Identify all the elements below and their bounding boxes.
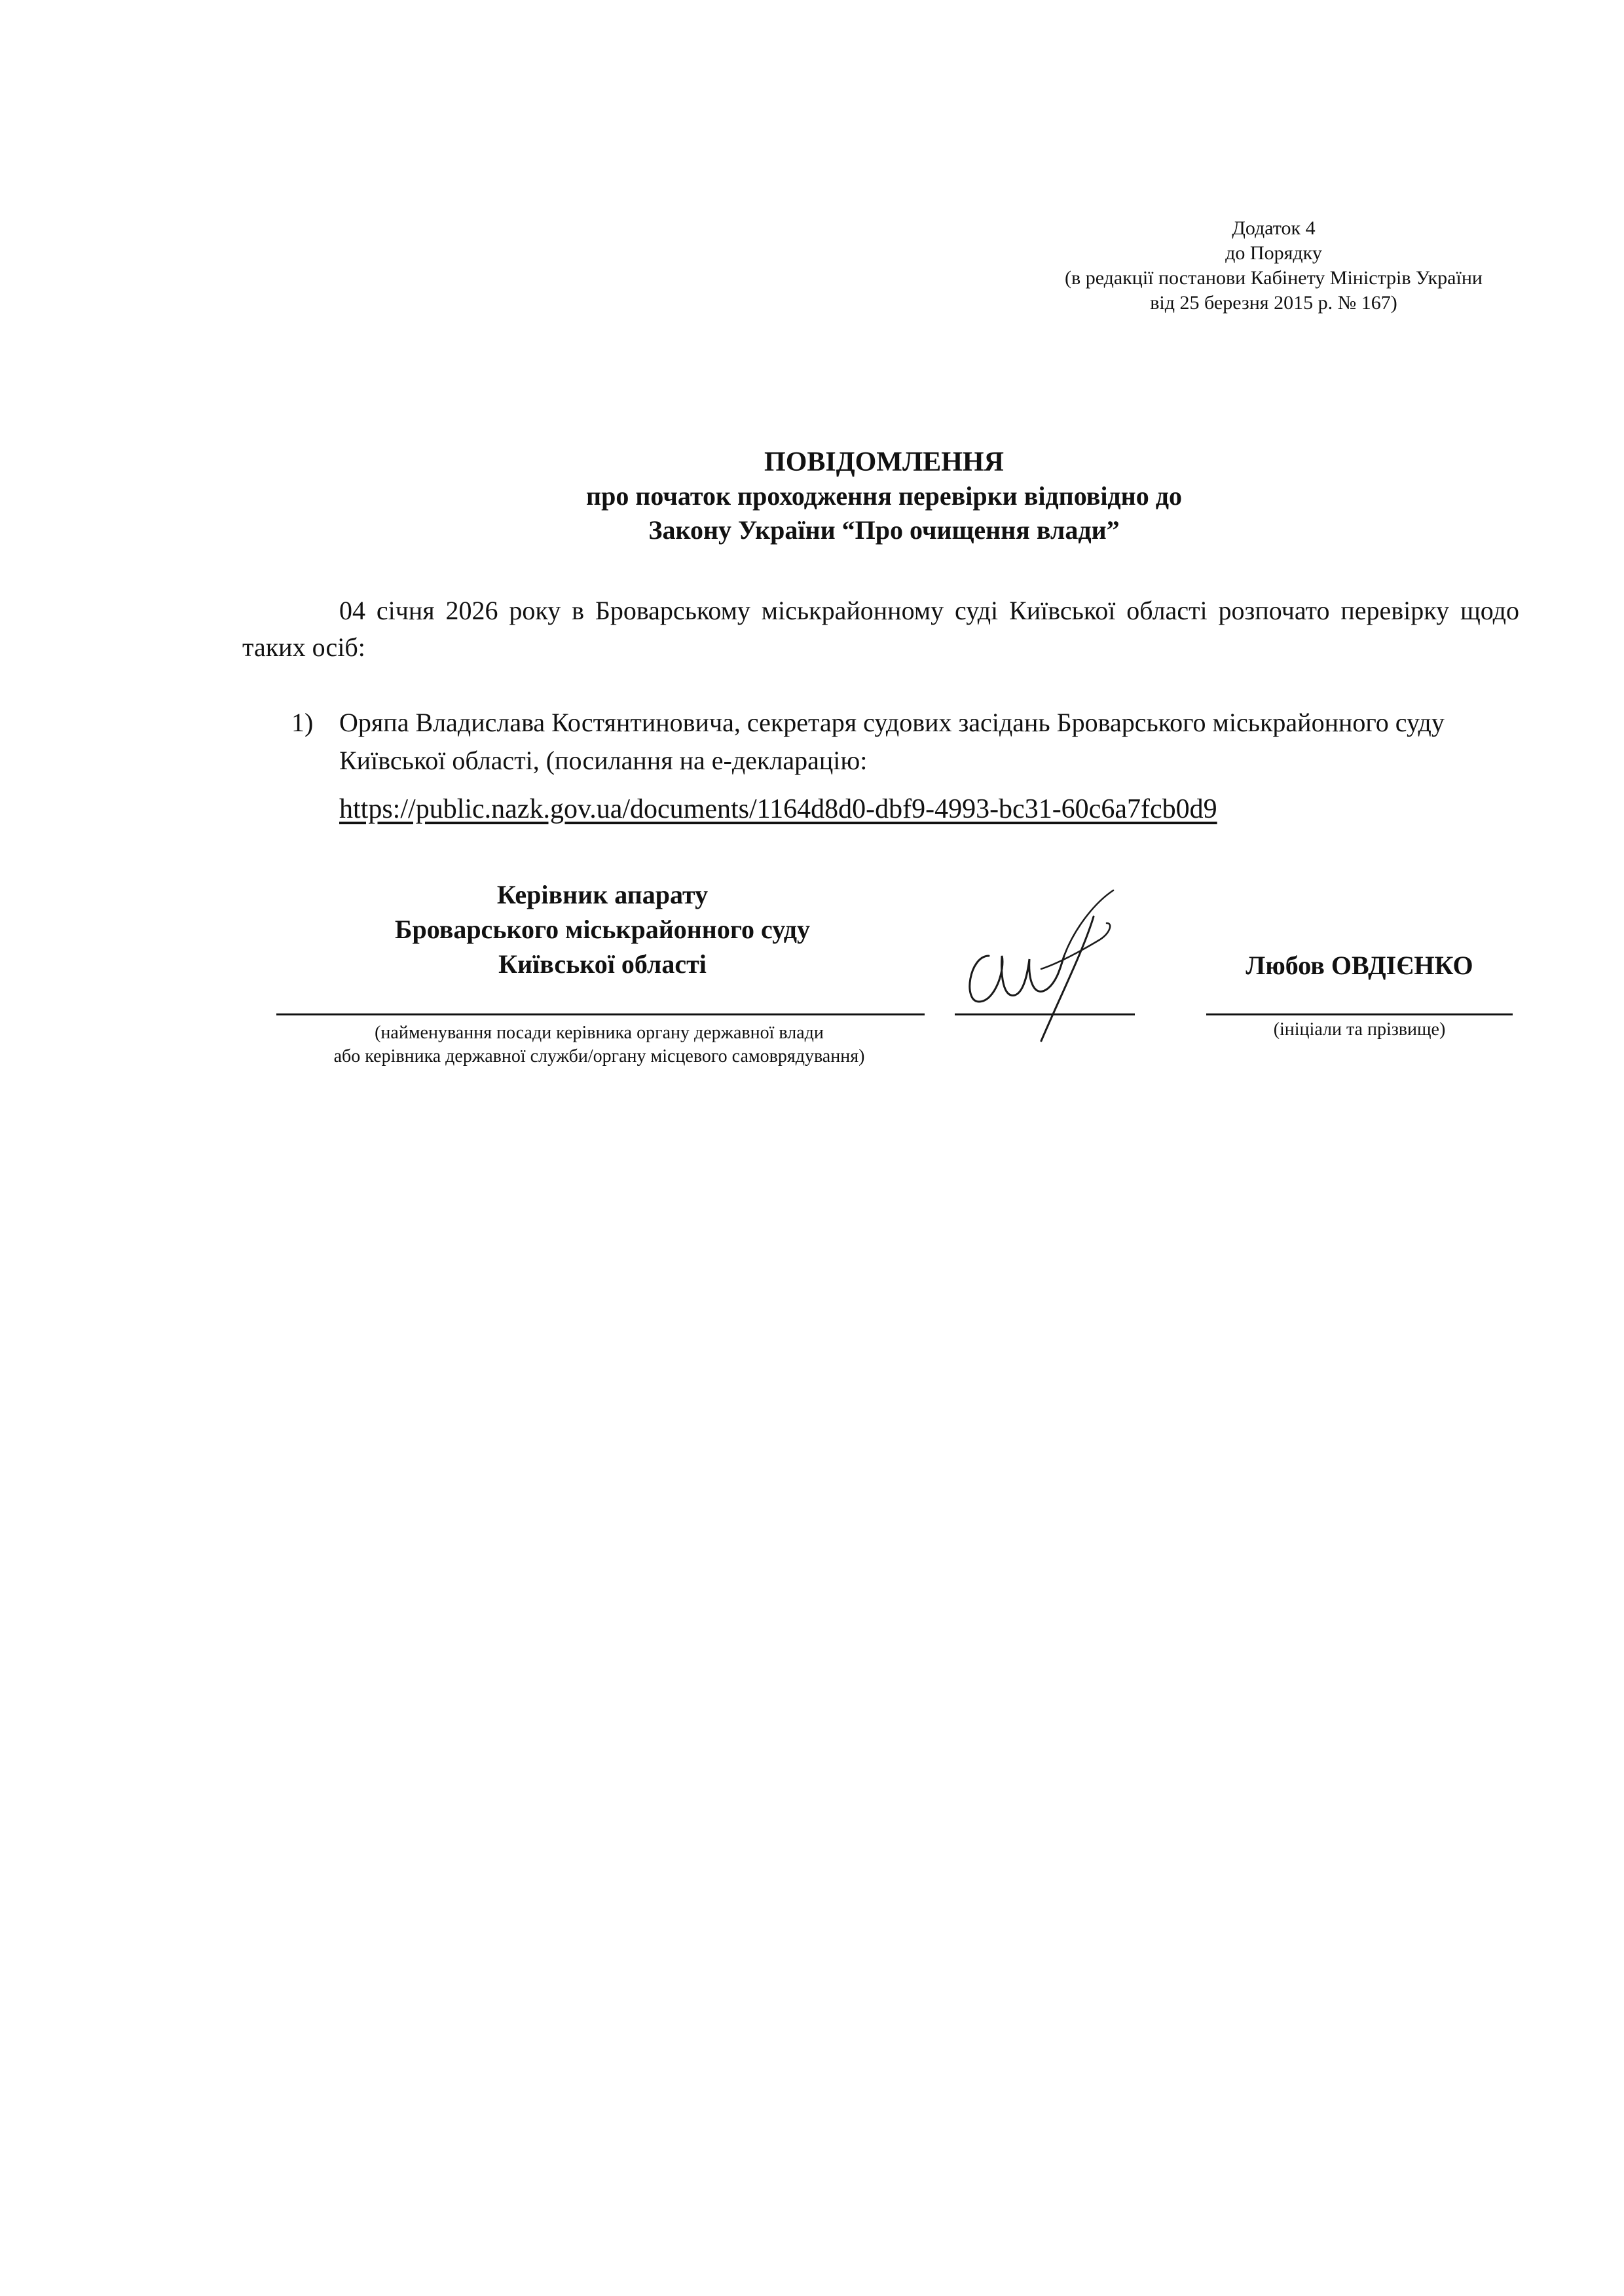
body-paragraph: 04 січня 2026 року в Броварському міськрайонному суді Київської області розпочато перевірку щодо таких осіб: [242,596,1519,662]
name-underline [1206,1013,1513,1015]
position-line-2: Броварського міськрайонного суду [395,915,810,944]
handwritten-signature [943,877,1153,1048]
list-item-number: 1) [291,708,314,737]
position-line-1: Керівник апарату [496,880,709,909]
document-title [288,445,1480,547]
position-underline [276,1013,925,1015]
appendix-line-3: (в редакції постанови Кабінету Міністрів України [1065,267,1483,289]
appendix-line-1: Додаток 4 [1232,217,1316,239]
signatory-name: Любов ОВДІЄНКО [1246,951,1473,980]
title-line-2: про початок проходження перевірки відповідно до [586,481,1182,511]
declaration-link[interactable]: https://public.nazk.gov.ua/documents/1164d8d0-dbf9-4993-bc31-60c6a7fcb0d9 [339,794,1217,824]
appendix-line-2: до Порядку [1225,242,1322,264]
position-caption-line-1: (найменування посади керівника органу державної влади [375,1023,824,1043]
title-line-3: Закону України “Про очищення влади” [648,515,1120,545]
list-item-text: Оряпа Владислава Костянтиновича, секретаря судових засідань Броварського міськрайонного суду Київської області, (посилання на е-декларацію: [339,708,1445,775]
title-main: ПОВІДОМЛЕННЯ [764,447,1004,477]
position-line-3: Київської області [498,949,707,979]
appendix-line-4: від 25 березня 2015 р. № 167) [1150,292,1397,314]
position-caption-line-2: або керівника державної служби/органу місцевого самоврядування) [333,1046,865,1066]
name-caption: (ініціали та прізвище) [1273,1019,1446,1040]
appendix-header [1022,216,1526,316]
signatory-position [275,877,930,981]
position-caption [262,1021,936,1068]
